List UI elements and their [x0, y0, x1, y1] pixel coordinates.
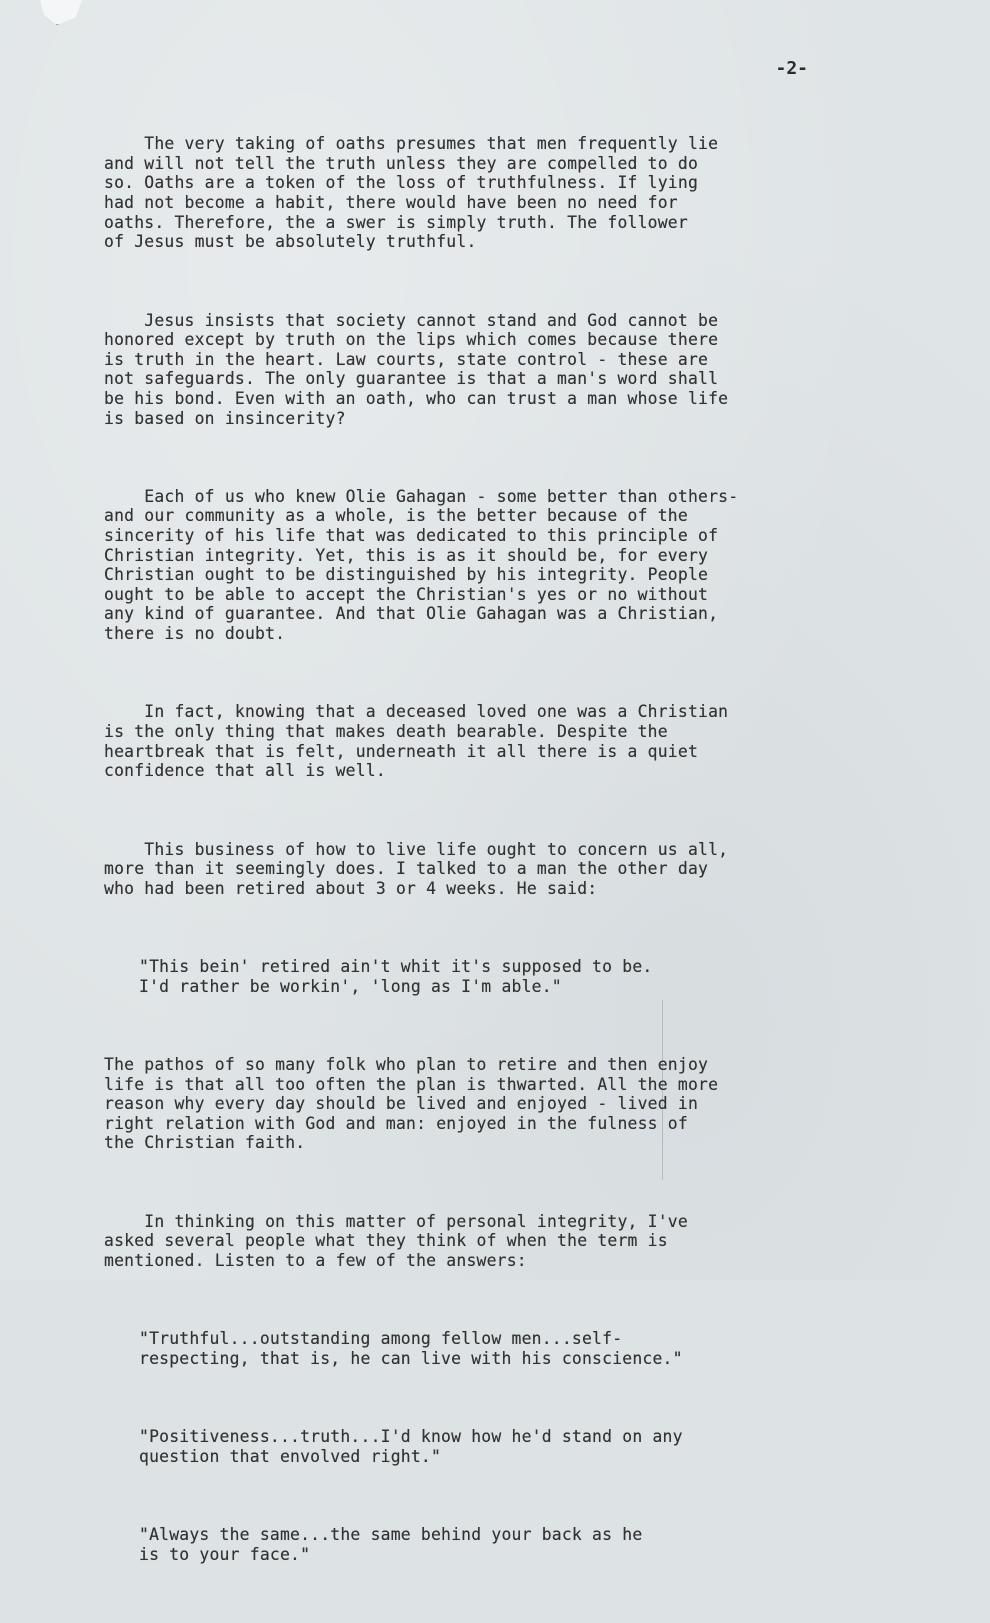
block-quote: "Always the same...the same behind your back as he is to your face."	[139, 1525, 643, 1564]
paragraph: Each of us who knew Olie Gahagan - some better than others- and our community as a whole, is the better because of the sincerity of his life that was dedicated to this principle of Christian integrity. Yet, this is as it should be, for every Christian ought to be distinguished by his integrity. People ought to be able to accept the Christian's yes or no without any kind of guarantee. And that Olie Gahagan was a Christian, there is no doubt.	[104, 486, 739, 644]
paragraph: The pathos of so many folk who plan to retire and then enjoy life is that all too often the plan is thwarted. All the more reason why every day should be lived and enjoyed - lived in right relation with God and man: enjoyed in the fulness of the Christian faith.	[104, 1055, 719, 1153]
paragraph: The very taking of oaths presumes that men frequently lie and will not tell the truth unless they are compelled to do so. Oaths are a token of the loss of truthfulness. If lying had not become a habit, there would have been no need for oaths. Therefore, the a swer is simply truth. The follower of Jesus must be absolutely truthful.	[104, 134, 719, 252]
paragraph: This business of how to live life ought to concern us all, more than it seemingly does. I talked to a man the other day who had been retired about 3 or 4 weeks. He said:	[104, 839, 729, 898]
paragraph: In fact, knowing that a deceased loved one was a Christian is the only thing that makes death bearable. Despite the heartbreak that is felt, underneath it all there is a quiet confidence that all is well.	[104, 702, 729, 781]
block-quote: "Positiveness...truth...I'd know how he'd stand on any question that envolved right."	[139, 1427, 683, 1466]
torn-corner	[40, 0, 82, 25]
block-quote: "Truthful...outstanding among fellow men...self- respecting, that is, he can live with his conscience."	[139, 1329, 683, 1368]
typed-body	[104, 95, 864, 1623]
page-number: -2-	[775, 58, 808, 79]
paragraph: Jesus insists that society cannot stand and God cannot be honored except by truth on the lips which comes because there is truth in the heart. Law courts, state control - these are not safeguards. The only guarantee is that a man's word shall be his bond. Even with an oath, who can trust a man whose life is based on insincerity?	[104, 310, 729, 428]
block-quote: "This bein' retired ain't whit it's supposed to be. I'd rather be workin', 'long as I'm able."	[139, 957, 653, 996]
paragraph: In thinking on this matter of personal integrity, I've asked several people what they think of when the term is mentioned. Listen to a few of the answers:	[104, 1211, 688, 1271]
